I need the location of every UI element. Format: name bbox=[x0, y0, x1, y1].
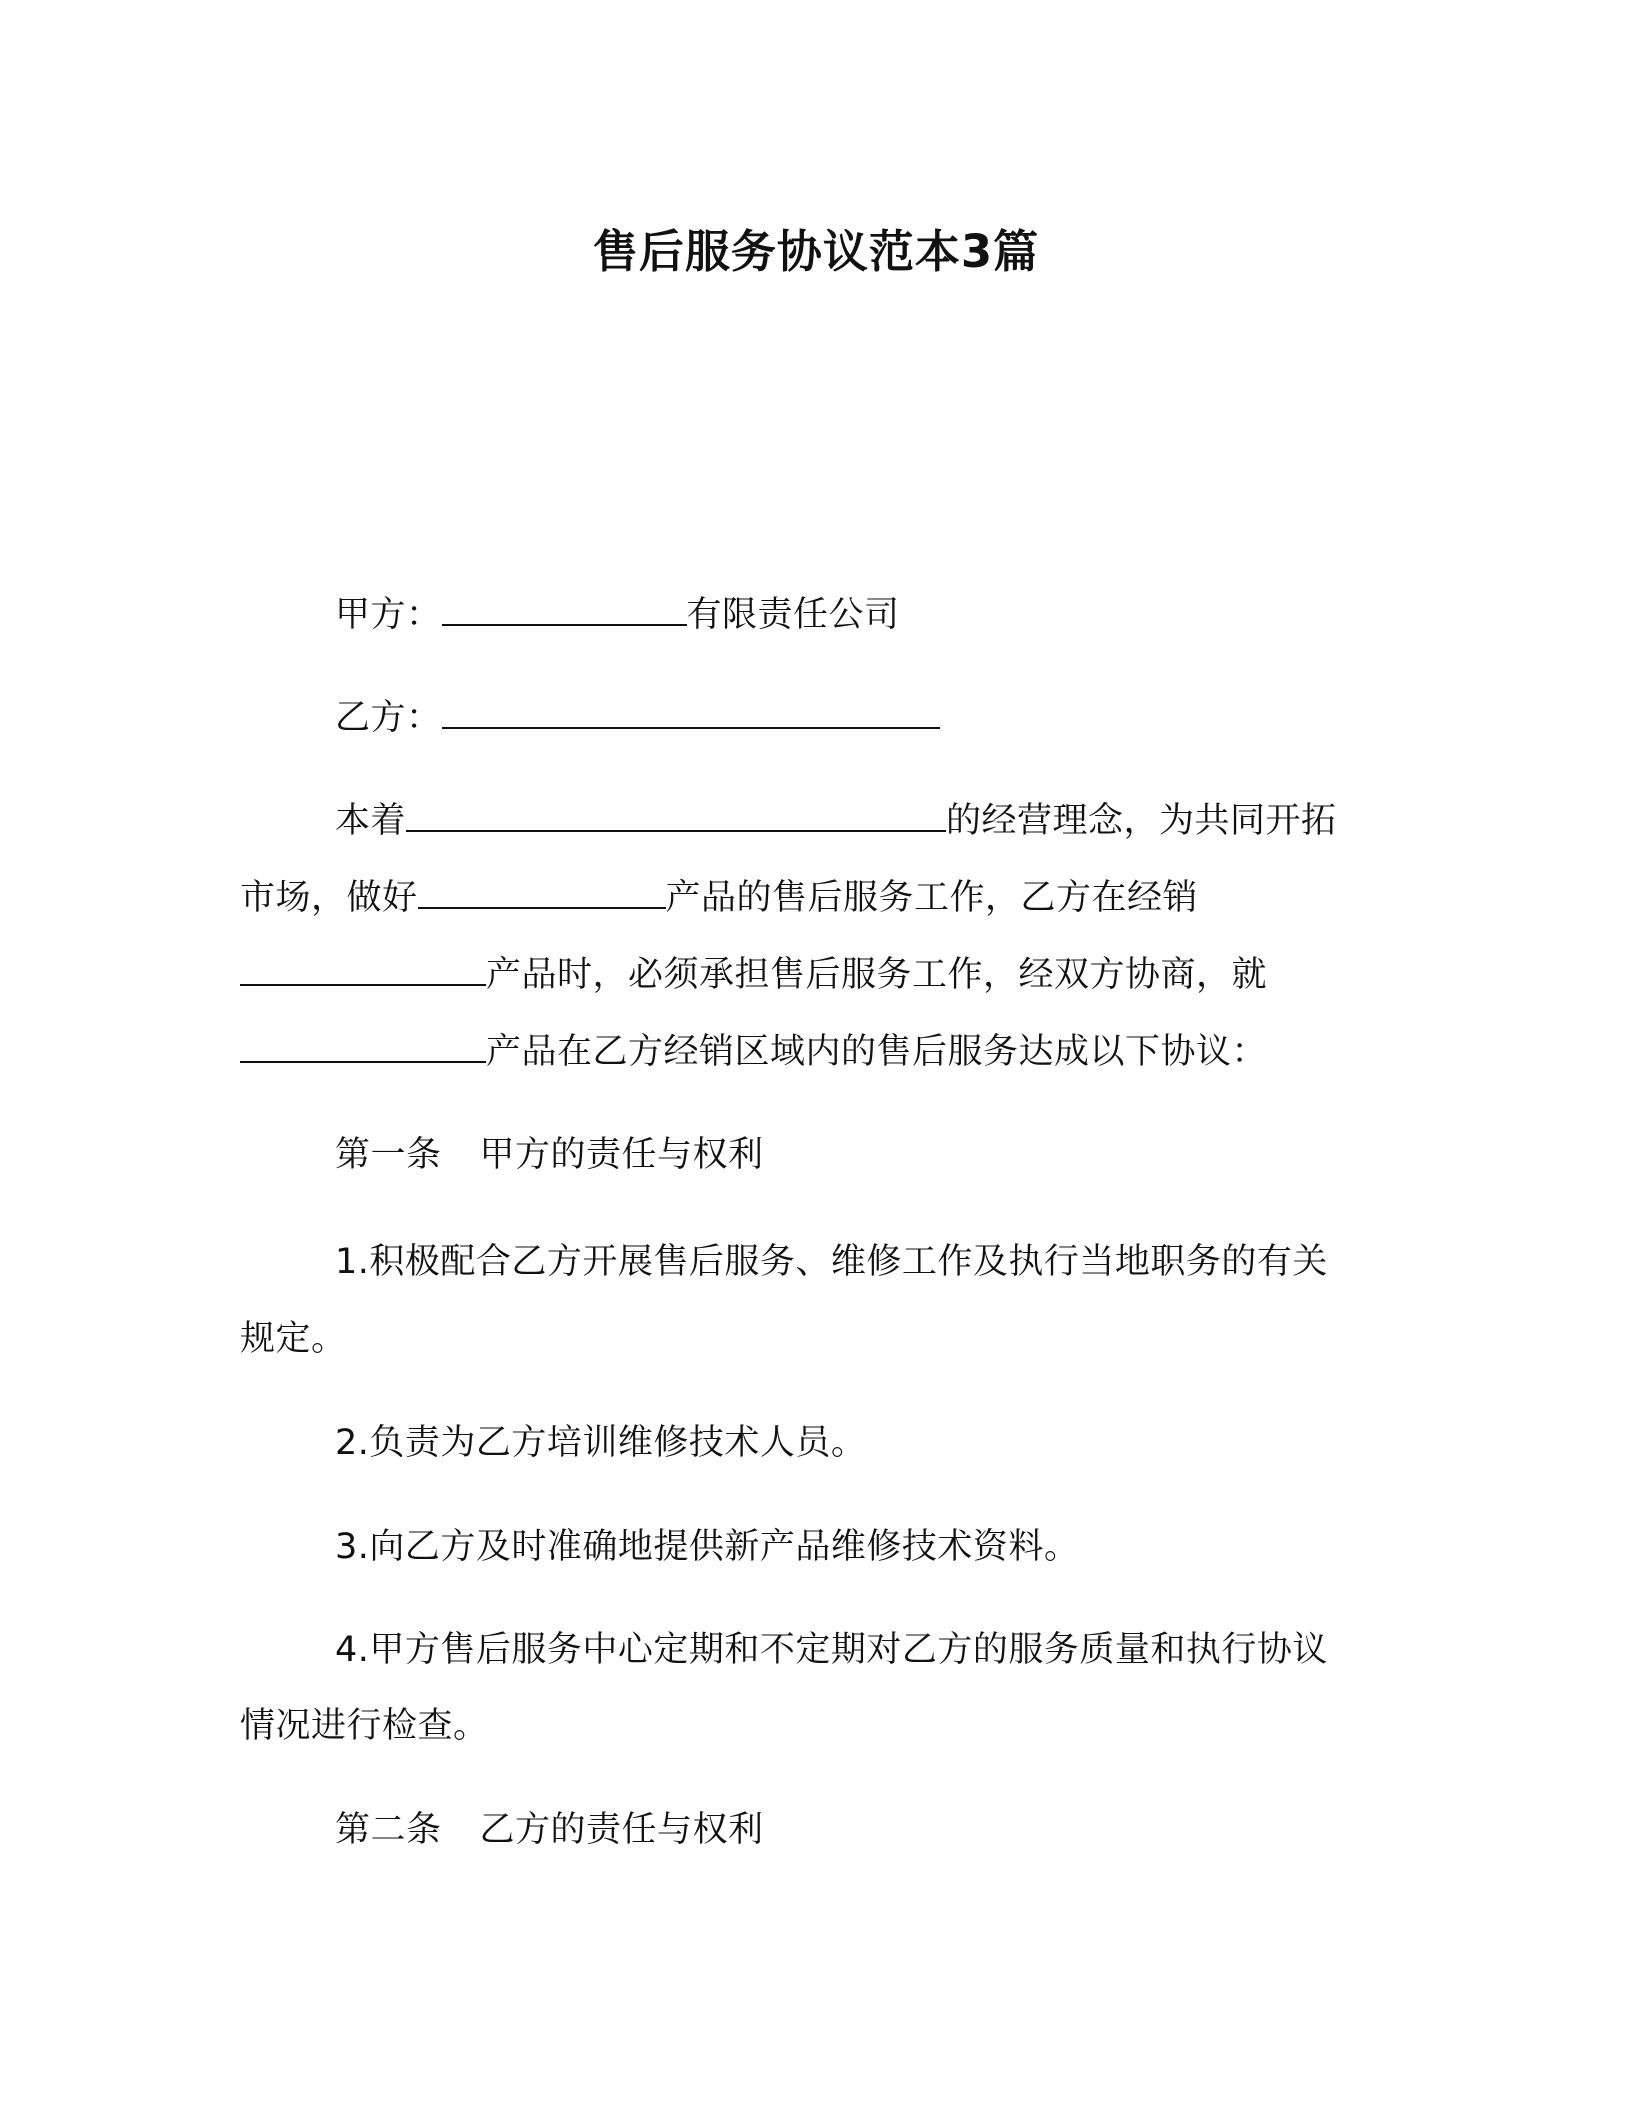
party-a-label: 甲方： bbox=[335, 595, 442, 635]
article-1-item-3: 3.向乙方及时准确地提供新产品维修技术资料。 bbox=[335, 1527, 1080, 1567]
party-b-blank bbox=[442, 693, 940, 729]
article-title: 乙方的责任与权利 bbox=[479, 1810, 764, 1850]
party-b-label: 乙方： bbox=[335, 698, 442, 738]
intro-text: 产品时，必须承担售后服务工作，经双方协商，就 bbox=[486, 955, 1268, 995]
article-1-item-2: 2.负责为乙方培训维修技术人员。 bbox=[335, 1423, 867, 1463]
article-1-item-4-cont: 情况进行检查。 bbox=[240, 1706, 489, 1746]
article-title: 甲方的责任与权利 bbox=[479, 1135, 764, 1175]
intro-line-1 bbox=[335, 796, 1337, 846]
article-2-heading bbox=[335, 1805, 764, 1855]
article-1-item-1-cont: 规定。 bbox=[240, 1319, 347, 1359]
intro-text: 产品在乙方经销区域内的售后服务达成以下协议： bbox=[486, 1032, 1268, 1072]
philosophy-blank bbox=[406, 796, 946, 832]
intro-text: 的经营理念，为共同开拓 bbox=[946, 801, 1337, 841]
article-1-item-1: 1.积极配合乙方开展售后服务、维修工作及执行当地职务的有关 bbox=[335, 1242, 1328, 1282]
article-number: 第二条 bbox=[335, 1810, 442, 1850]
party-a-blank bbox=[442, 590, 687, 626]
document-title: 售后服务协议范本3篇 bbox=[592, 225, 1040, 278]
party-a-line bbox=[335, 590, 900, 640]
party-b-line bbox=[335, 693, 940, 743]
product-blank bbox=[240, 950, 486, 986]
intro-line-3 bbox=[240, 950, 1267, 1000]
party-a-suffix: 有限责任公司 bbox=[686, 595, 900, 635]
product-blank bbox=[418, 873, 666, 909]
intro-line-2 bbox=[240, 873, 1198, 923]
article-1-item-4: 4.甲方售后服务中心定期和不定期对乙方的服务质量和执行协议 bbox=[335, 1630, 1328, 1670]
article-number: 第一条 bbox=[335, 1135, 442, 1175]
intro-line-4 bbox=[240, 1027, 1267, 1077]
intro-text: 产品的售后服务工作，乙方在经销 bbox=[665, 878, 1199, 918]
product-blank bbox=[240, 1027, 486, 1063]
article-1-heading bbox=[335, 1130, 764, 1180]
intro-text: 本着 bbox=[335, 801, 407, 841]
intro-text: 市场，做好 bbox=[240, 878, 418, 918]
